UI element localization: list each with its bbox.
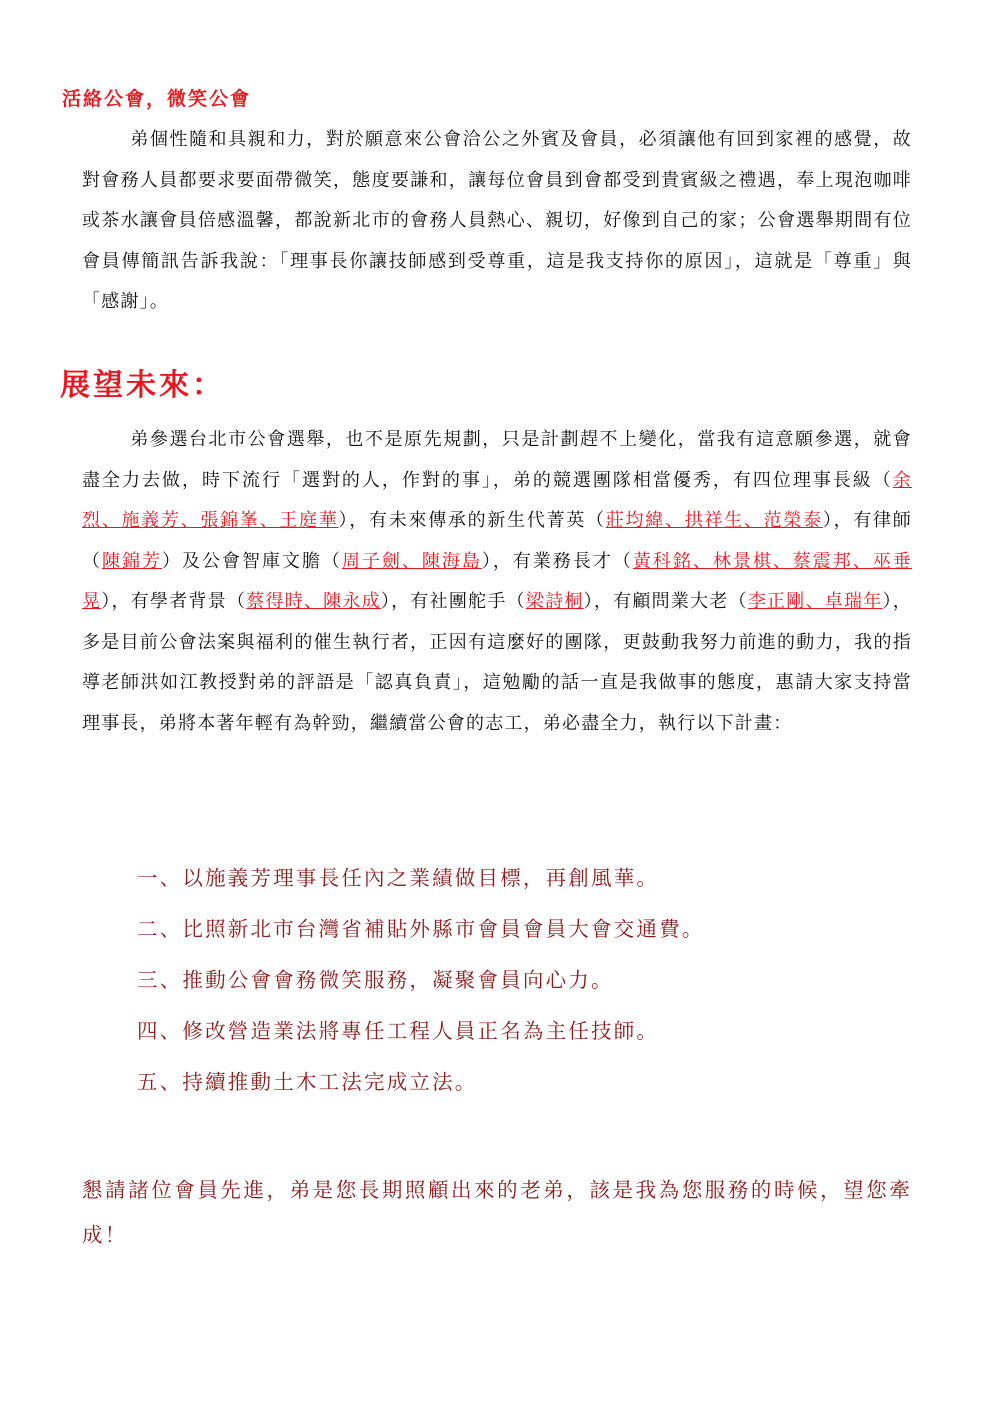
plan-item-4: 四、修改營造業法將專任工程人員正名為主任技師。 [137,1019,660,1043]
paragraph-text: ），有業務長才（ [481,550,633,572]
team-business-names-link[interactable]: 黃科銘、林景棋、蔡震邦、巫垂晃 [82,550,912,612]
paragraph-text: 弟個性隨和具親和力，對於願意來公會洽公之外賓及會員，必須讓他有回到家裡的感覺，故對會務人員都要求要面帶微笑，態度要謙和，讓每位會員到會都受到貴賓級之禮遇，奉上現泡咖啡或茶水讓會員倍感溫馨，都說新北市的會務人員熱心、親切，好像到自己的家；公會選舉期間有位會員傳簡訊告訴我說：「理事長你讓技師感到受尊重，這是我支持你的原因」，這就是「尊重」與「感謝」。 [82,129,912,312]
team-advisors-names-link[interactable]: 李正剛、卓瑞年 [747,591,883,612]
team-chairmen-names-link[interactable]: 余烈、施義芳、張錦峯、王庭華 [82,469,912,531]
plan-item-1: 一、以施義芳理事長任內之業績做目標，再創風華。 [137,866,660,890]
section-heading-outlook: 展望未來： [60,368,225,403]
team-young-elite-names-link[interactable]: 莊均緯、拱祥生、范榮泰 [605,510,823,531]
plan-item-2: 二、比照新北市台灣省補貼外縣市會員會員大會交通費。 [137,917,705,941]
plan-list [137,858,705,1113]
paragraph-outlook [82,420,912,744]
team-lawyer-name-link[interactable]: 陳錦芳 [102,550,162,572]
team-club-leader-name-link[interactable]: 梁詩桐 [525,591,584,612]
plan-item-3: 三、推動公會會務微笑服務，凝聚會員向心力。 [137,968,614,992]
paragraph-text: ），有學者背景（ [101,591,247,612]
paragraph-smile-union [82,120,912,323]
paragraph-text: 弟參選台北市公會選舉，也不是原先規劃，只是計劃趕不上變化，當我有這意願參選，就會盡全力去做，時下流行「選對的人，作對的事」，弟的競選團隊相當優秀，有四位理事長級（ [82,429,912,491]
section-heading-smile-union: 活絡公會，微笑公會 [62,88,252,110]
paragraph-text: ），有社團舵手（ [380,591,526,612]
team-writers-names-link[interactable]: 周子劍、陳海島 [341,550,482,572]
paragraph-text: ），有顧問業大老（ [583,591,748,612]
team-scholars-names-link[interactable]: 蔡得時、陳永成 [246,591,381,612]
paragraph-text: ），多是目前公會法案與福利的催生執行者，正因有這麼好的團隊，更鼓動我努力前進的動力，我的指導老師洪如江教授對弟的評語是「認真負責」，這勉勵的話一直是我做事的態度，惠請大家支持當理事長，弟將本著年輕有為幹勁，繼續當公會的志工，弟必盡全力，執行以下計畫： [82,591,912,734]
paragraph-text: ）及公會智庫文膽（ [161,550,342,572]
plan-item-5: 五、持續推動土木工法完成立法。 [137,1070,478,1094]
paragraph-text: ），有律師（ [82,510,912,572]
closing-appeal: 懇請諸位會員先進，弟是您長期照顧出來的老弟，該是我為您服務的時候，望您牽成！ [82,1178,912,1247]
paragraph-text: ），有未來傳承的新生代菁英（ [338,510,606,531]
